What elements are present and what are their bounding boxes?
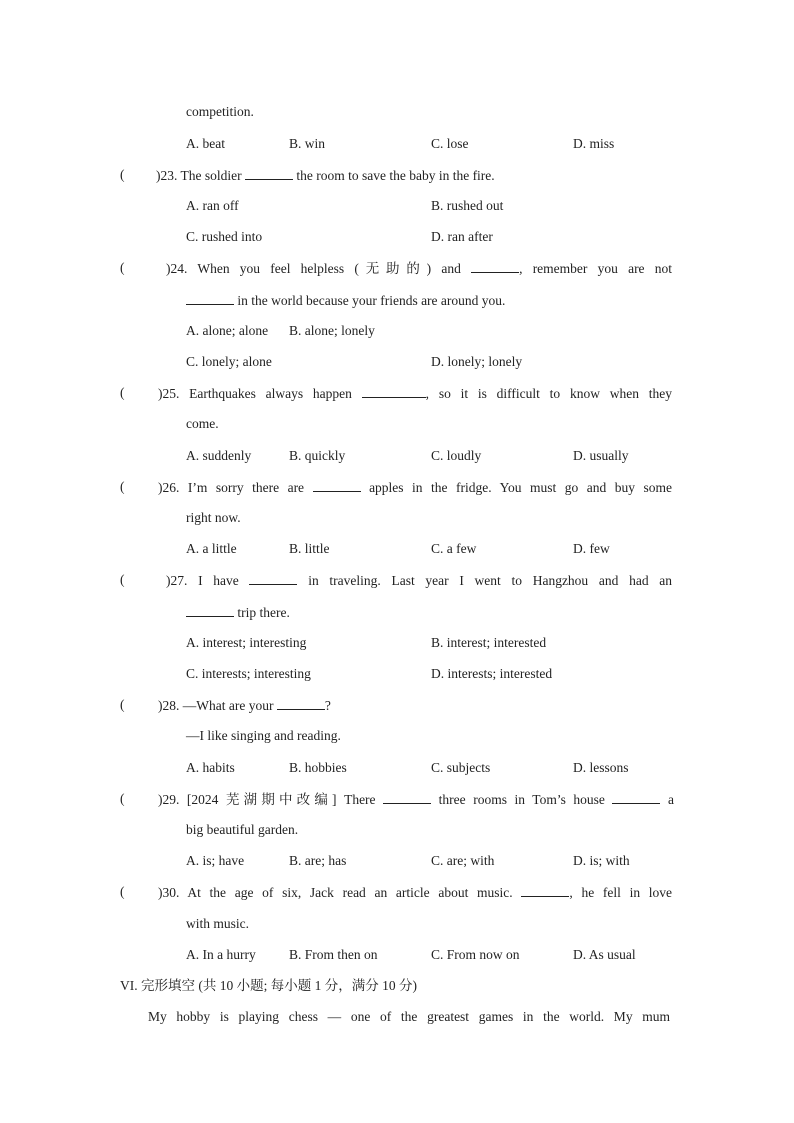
question-29-line2: big beautiful garden. (186, 822, 299, 837)
q28-stem-part2: ? (324, 698, 331, 713)
q25-option-a[interactable]: A. suddenly (186, 448, 252, 463)
question-24-line2 (186, 292, 505, 309)
q29-blank-1 (383, 791, 431, 804)
q24-option-a[interactable]: A. alone; alone (186, 323, 269, 338)
q24-option-c[interactable]: C. lonely; alone (186, 354, 272, 369)
q26-stem-part1: )26. I’m sorry there are (158, 480, 305, 495)
q26-blank (313, 479, 361, 492)
q26-option-a[interactable]: A. a little (186, 541, 237, 556)
q28-option-c[interactable]: C. subjects (431, 760, 491, 775)
q29-stem-part3: a (668, 792, 675, 807)
question-27-stem (166, 572, 672, 589)
question-28-line2: —I like singing and reading. (186, 728, 341, 743)
q24-blank-2 (186, 292, 234, 305)
q25-stem-part2: , so it is difficult to know when they (425, 386, 672, 401)
q30-option-c[interactable]: C. From now on (431, 947, 520, 962)
question-29-stem (158, 791, 674, 808)
q30-answer-paren[interactable]: ( (120, 884, 125, 899)
q27-stem-part1: )27. I have (166, 573, 239, 588)
q28-option-d[interactable]: D. lessons (573, 760, 629, 775)
q25-stem-part1: )25. Earthquakes always happen (158, 386, 352, 401)
q27-line2-text: trip there. (237, 605, 290, 620)
q26-option-c[interactable]: C. a few (431, 541, 477, 556)
q23-option-b[interactable]: B. rushed out (431, 198, 504, 213)
q24-line2-text: in the world because your friends are around you. (237, 293, 506, 308)
q24-stem-part2: , remember you are not (519, 261, 673, 276)
q23-option-c[interactable]: C. rushed into (186, 229, 263, 244)
q23-stem-part1: )23. The soldier (156, 168, 242, 183)
q27-blank-1 (249, 572, 297, 585)
q29-blank-2 (612, 791, 660, 804)
q30-stem-part1: )30. At the age of six, Jack read an article about music. (158, 885, 513, 900)
question-24-stem (166, 260, 672, 277)
q28-stem-part1: )28. —What are your (158, 698, 274, 713)
question-23-stem (156, 167, 495, 184)
q30-option-b[interactable]: B. From then on (289, 947, 378, 962)
question-25-stem (158, 385, 672, 402)
q25-blank (362, 385, 426, 398)
q29-option-d[interactable]: D. is; with (573, 853, 630, 868)
question-26-stem (158, 479, 672, 496)
question-25-line2: come. (186, 416, 219, 431)
passage-first-line: My hobby is playing chess — one of the greatest games in the world. My mum (148, 1009, 670, 1024)
q22-option-d[interactable]: D. miss (573, 136, 615, 151)
q23-option-a[interactable]: A. ran off (186, 198, 239, 213)
q29-answer-paren[interactable]: ( (120, 791, 125, 806)
q23-answer-paren[interactable]: ( (120, 167, 125, 182)
question-28-stem (158, 697, 331, 714)
q30-option-a[interactable]: A. In a hurry (186, 947, 256, 962)
q24-blank-1 (471, 260, 519, 273)
q24-stem-part1: )24. When you feel helpless (无助的) and (166, 261, 461, 276)
q22-option-b[interactable]: B. win (289, 136, 326, 151)
q28-option-a[interactable]: A. habits (186, 760, 235, 775)
q22-option-c[interactable]: C. lose (431, 136, 469, 151)
q24-answer-paren[interactable]: ( (120, 260, 125, 275)
q26-option-b[interactable]: B. little (289, 541, 330, 556)
q26-stem-part2: apples in the fridge. You must go and buy some (369, 480, 673, 495)
q28-blank (277, 697, 325, 710)
q27-option-a[interactable]: A. interest; interesting (186, 635, 307, 650)
q27-blank-2 (186, 604, 234, 617)
q29-option-b[interactable]: B. are; has (289, 853, 347, 868)
q25-option-c[interactable]: C. loudly (431, 448, 482, 463)
q30-stem-part2: , he fell in love (569, 885, 673, 900)
q28-option-b[interactable]: B. hobbies (289, 760, 347, 775)
q29-option-c[interactable]: C. are; with (431, 853, 495, 868)
q22-option-a[interactable]: A. beat (186, 136, 225, 151)
q26-answer-paren[interactable]: ( (120, 479, 125, 494)
question-30-stem (158, 884, 672, 901)
question-27-line2 (186, 604, 290, 621)
q27-answer-paren[interactable]: ( (120, 572, 125, 587)
q25-option-b[interactable]: B. quickly (289, 448, 346, 463)
q27-stem-part2: in traveling. Last year I went to Hangzhou and had an (308, 573, 673, 588)
q25-answer-paren[interactable]: ( (120, 385, 125, 400)
q29-stem-part1: )29. [2024 芜湖期中改编] There (158, 792, 376, 807)
q29-stem-part2: three rooms in Tom’s house (438, 792, 605, 807)
q27-option-b[interactable]: B. interest; interested (431, 635, 547, 650)
q27-option-d[interactable]: D. interests; interested (431, 666, 553, 681)
q30-option-d[interactable]: D. As usual (573, 947, 636, 962)
q24-option-b[interactable]: B. alone; lonely (289, 323, 375, 338)
q30-blank (521, 884, 569, 897)
q29-option-a[interactable]: A. is; have (186, 853, 245, 868)
q23-option-d[interactable]: D. ran after (431, 229, 493, 244)
q25-option-d[interactable]: D. usually (573, 448, 629, 463)
q23-stem-part2: the room to save the baby in the fire. (296, 168, 495, 183)
q27-option-c[interactable]: C. interests; interesting (186, 666, 311, 681)
q26-option-d[interactable]: D. few (573, 541, 610, 556)
q23-blank (245, 167, 293, 180)
question-22-continuation: competition. (186, 104, 254, 119)
q24-option-d[interactable]: D. lonely; lonely (431, 354, 523, 369)
question-30-line2: with music. (186, 916, 249, 931)
section-heading: VI. 完形填空 (共 10 小题; 每小题 1 分，满分 10 分) (120, 978, 417, 993)
question-26-line2: right now. (186, 510, 241, 525)
q28-answer-paren[interactable]: ( (120, 697, 125, 712)
